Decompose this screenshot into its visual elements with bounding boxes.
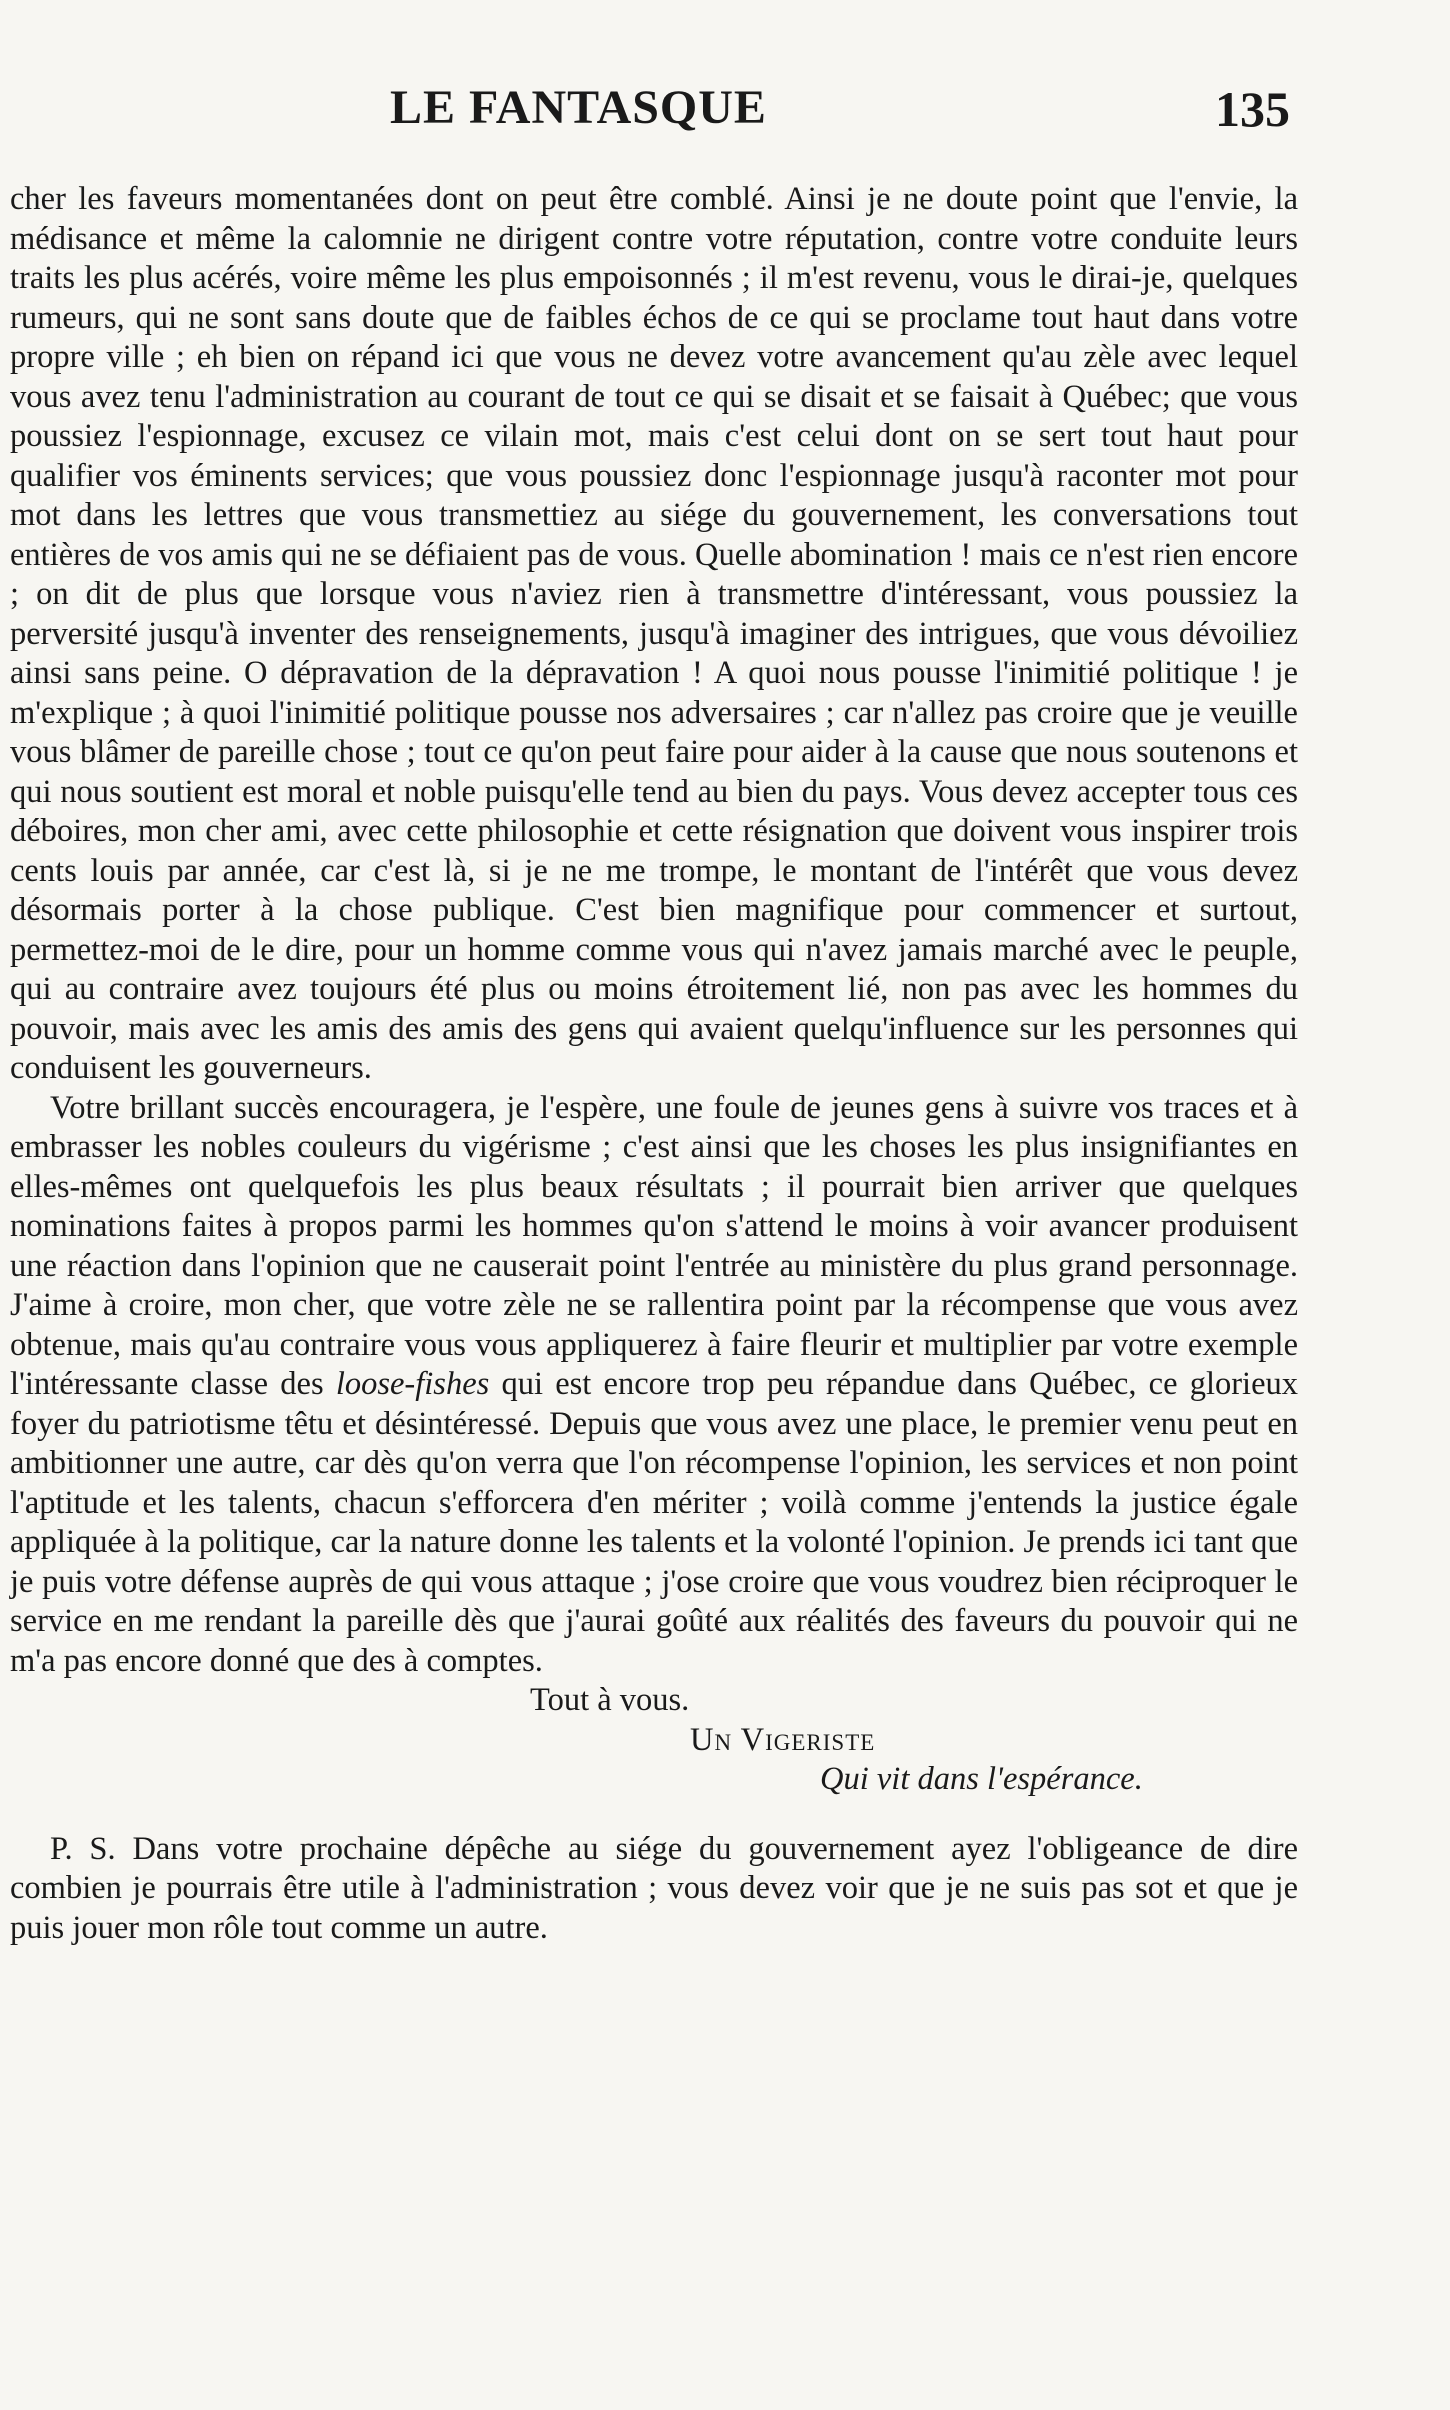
page-number: 135 — [1215, 81, 1290, 137]
paragraph-1: cher les faveurs momentanées dont on peut être comblé. Ainsi je ne doute point que l'envie, la médisance et même la calomnie ne dirigent contre votre réputation, contre votre conduite leurs traits les plus acérés, voire même les plus empoisonnés ; il m'est revenu, vous le dirai-je, quelques rumeurs, qui ne sont sans doute que de faibles échos de ce qui se proclame tout haut dans votre propre ville ; eh bien on répand ici que vous ne devez votre avancement qu'au zèle avec lequel vous avez tenu l'administration au courant de tout ce qui se disait et se faisait à Québec; que vous poussiez l'espionnage, excusez ce vilain mot, mais c'est celui dont on se sert tout haut pour qualifier vos éminents services; que vous poussiez donc l'espionnage jusqu'à raconter mot pour mot dans les lettres que vous transmettiez au siége du gouvernement, les conversations tout entières de vos amis qui ne se défiaient pas de vous. Quelle abomination ! mais ce n'est rien encore ; on dit de plus que lorsque vous n'aviez rien à transmettre d'intéressant, vous poussiez la perversité jusqu'à inventer des renseignements, jusqu'à imaginer des intrigues, que vous dévoiliez ainsi sans peine. O dépravation de la dépravation ! A quoi nous pousse l'inimitié politique ! je m'explique ; à quoi l'inimitié politique pousse nos adversaires ; car n'allez pas croire que je veuille vous blâmer de pareille chose ; tout ce qu'on peut faire pour aider à la cause que nous soutenons et qui nous soutient est moral et noble puisqu'elle tend au bien du pays. Vous devez accepter tous ces déboires, mon cher ami, avec cette philosophie et cette résignation que doivent vous inspirer trois cents louis par année, car c'est là, si je ne me trompe, le montant de l'intérêt que vous devez désormais porter à la chose publique. C'est bien magnifique pour commencer et surtout, permettez-moi de le dire, pour un homme comme vous qui n'avez jamais marché avec le peuple, qui au contraire avez toujours été plus ou moins étroitement lié, non pas avec les hommes du pouvoir, mais avec les amis des amis des gens qui avaient quelqu'influence sur les personnes qui conduisent les gouverneurs. — [10, 181, 1298, 1086]
signature-name: Un Vigeriste — [690, 1721, 876, 1758]
running-title: LE FANTASQUE — [390, 81, 767, 134]
paragraph-2-continued: qui est encore trop peu répandue dans Québec, ce glorieux foyer du patriotisme têtu et désintéressé. Depuis que vous avez une place, le premier venu peut en ambitionner une autre, car dès qu'on verra que l'on récompense l'opinion, les services et non point l'aptitude et les talents, chacun s'efforcera d'en mériter ; voilà comme j'entends la justice égale appliquée à la politique, car la nature donne les talents et la volonté l'opinion. Je prends ici tant que je puis votre défense auprès de qui vous attaque ; j'ose croire que vous voudrez bien réciproquer le service en me rendant la pareille dès que j'aurai goûté aux réalités des faveurs du pouvoir qui ne m'a pas encore donné que des à comptes. — [10, 1366, 1298, 1679]
paragraph-2 — [10, 1089, 1298, 1682]
page-header — [0, 80, 1450, 150]
closing-line: Tout à vous. — [530, 1682, 690, 1718]
postscript: P. S. Dans votre prochaine dépêche au siége du gouvernement ayez l'obligeance de dire combien je pourrais être utile à l'administration ; vous devez voir que je ne suis pas sot et que je puis jouer mon rôle tout comme un autre. — [10, 1830, 1298, 1946]
italic-term: loose-fishes — [335, 1366, 490, 1402]
article-body — [10, 180, 1298, 1948]
signature-motto: Qui vit dans l'espérance. — [820, 1761, 1143, 1797]
paragraph-2-text: Votre brillant succès encouragera, je l'espère, une foule de jeunes gens à suivre vos traces et à embrasser les nobles couleurs du vigérisme ; c'est ainsi que les choses les plus insignifiantes en elles-mêmes ont quelquefois les plus beaux résultats ; il pourrait bien arriver que quelques nominations faites à propos parmi les hommes qu'on s'attend le moins à voir avancer produisent une réaction dans l'opinion que ne causerait point l'entrée au ministère du plus grand personnage. J'aime à croire, mon cher, que votre zèle ne se rallentira point par la récompense que vous avez obtenue, mais qu'au contraire vous vous appliquerez à faire fleurir et multiplier par votre exemple l'intéressante classe des — [10, 1089, 1298, 1402]
